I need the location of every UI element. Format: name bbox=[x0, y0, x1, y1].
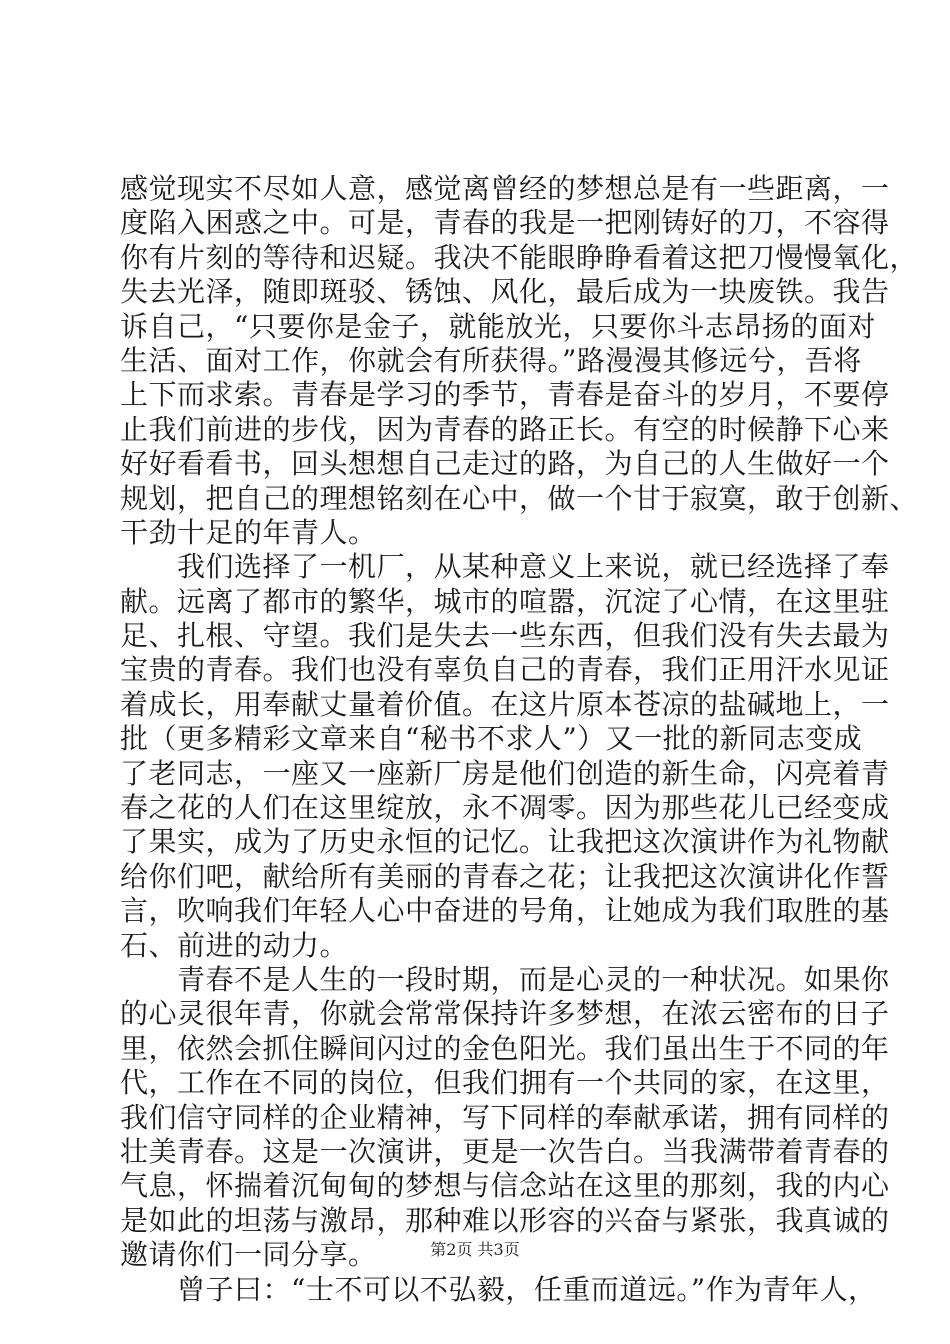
text-line: 是如此的坦荡与激昂，那种难以形容的兴奋与紧张，我真诚的 bbox=[120, 1203, 890, 1237]
text-line: 言，吹响我们年轻人心中奋进的号角，让她成为我们取胜的基 bbox=[120, 894, 890, 928]
page-footer: 第2页 共3页 bbox=[430, 1240, 520, 1259]
text-line: 好好看看书，回头想想自己走过的路，为自己的人生做好一个 bbox=[120, 447, 890, 481]
text-line: 你有片刻的等待和迟疑。我决不能眼睁睁看着这把刀慢慢氧化， bbox=[120, 240, 919, 274]
text-line: 着成长，用奉献丈量着价值。在这片原本苍凉的盐碱地上，一 bbox=[120, 687, 890, 721]
text-line: 我们选择了一机厂，从某种意义上来说，就已经选择了奉 bbox=[120, 550, 890, 584]
text-line: 诉自己，“只要你是金子，就能放光，只要你斗志昂扬的面对 bbox=[120, 309, 876, 343]
text-line: 了老同志，一座又一座新厂房是他们创造的新生命，闪亮着青 bbox=[120, 756, 890, 790]
text-line: 献。远离了都市的繁华，城市的喧嚣，沉淀了心情，在这里驻 bbox=[120, 584, 890, 618]
text-line: 的心灵很年青，你就会常常保持许多梦想，在浓云密布的日子 bbox=[120, 997, 890, 1031]
text-line: 干劲十足的年青人。 bbox=[120, 515, 377, 549]
text-line: 了果实，成为了历史永恒的记忆。让我把这次演讲作为礼物献 bbox=[120, 825, 890, 859]
text-line: 失去光泽，随即斑驳、锈蚀、风化，最后成为一块废铁。我告 bbox=[120, 275, 890, 309]
text-line: 壮美青春。这是一次演讲，更是一次告白。当我满带着青春的 bbox=[120, 1134, 890, 1168]
text-line: 生活、面对工作，你就会有所获得。”路漫漫其修远兮，吾将 bbox=[120, 343, 862, 377]
text-line: 邀请你们一同分享。 bbox=[120, 1238, 377, 1272]
text-line: 气息，怀揣着沉甸甸的梦想与信念站在这里的那刻，我的内心 bbox=[120, 1169, 890, 1203]
text-line: 止我们前进的步伐，因为青春的路正长。有空的时候静下心来 bbox=[120, 412, 890, 446]
text-line: 足、扎根、守望。我们是失去一些东西，但我们没有失去最为 bbox=[120, 619, 890, 653]
text-line: 度陷入困惑之中。可是，青春的我是一把刚铸好的刀，不容得 bbox=[120, 206, 890, 240]
text-line: 感觉现实不尽如人意，感觉离曾经的梦想总是有一些距离，一 bbox=[120, 172, 890, 205]
text-line: 上下而求索。青春是学习的季节，青春是奋斗的岁月，不要停 bbox=[120, 378, 890, 412]
text-line: 我们信守同样的企业精神，写下同样的奉献承诺，拥有同样的 bbox=[120, 1100, 890, 1134]
body-text bbox=[120, 172, 919, 1307]
text-line: 里，依然会抓住瞬间闪过的金色阳光。我们虽出生于不同的年 bbox=[120, 1031, 890, 1065]
text-line: 批（更多精彩文章来自“秘书不求人”）又一批的新同志变成 bbox=[120, 722, 863, 756]
text-line: 宝贵的青春。我们也没有辜负自己的青春，我们正用汗水见证 bbox=[120, 653, 890, 687]
text-line: 春之花的人们在这里绽放，永不凋零。因为那些花儿已经变成 bbox=[120, 791, 890, 825]
text-line: 青春不是人生的一段时期，而是心灵的一种状况。如果你 bbox=[120, 962, 890, 996]
text-line: 规划，把自己的理想铭刻在心中，做一个甘于寂寞，敢于创新、 bbox=[120, 481, 919, 515]
text-line: 代，工作在不同的岗位，但我们拥有一个共同的家，在这里， bbox=[120, 1066, 890, 1100]
text-line: 石、前进的动力。 bbox=[120, 928, 349, 962]
text-line: 给你们吧，献给所有美丽的青春之花；让我把这次演讲化作誓 bbox=[120, 859, 890, 893]
text-line: 曾子曰：“士不可以不弘毅，任重而道远。”作为青年人， bbox=[120, 1272, 877, 1306]
